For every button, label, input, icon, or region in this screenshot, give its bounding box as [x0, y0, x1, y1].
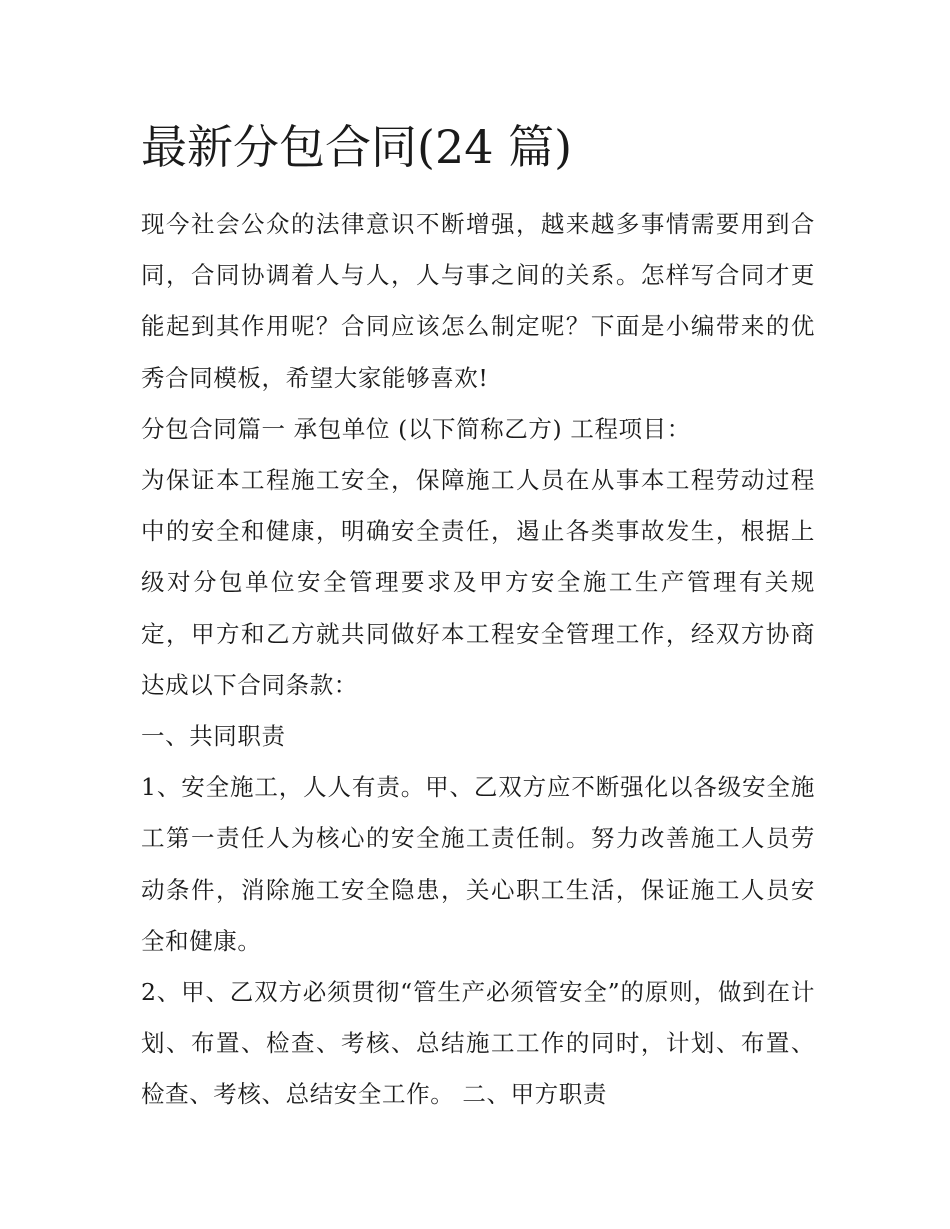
document-body — [141, 116, 815, 1121]
clause-2-paragraph: 2、甲、乙双方必须贯彻“管生产必须管安全”的原则，做到在计划、布置、检查、考核、总结施工工作的同时，计划、布置、检查、考核、总结安全工作。 二、甲方职责 — [141, 978, 815, 1109]
title-spacer — [141, 178, 815, 199]
clause-1-paragraph: 1、安全施工，人人有责。甲、乙双方应不断强化以各级安全施工第一责任人为核心的安全施工责任制。努力改善施工人员劳动条件，消除施工安全隐患，关心职工生活，保证施工人员安全和健康。 — [141, 773, 815, 955]
section-heading-shared-duties: 一、共同职责 — [141, 722, 286, 751]
section-heading-contract-one: 分包合同篇一 承包单位 (以下简称乙方) 工程项目： — [141, 414, 691, 443]
document-title: 最新分包合同(24 篇) — [141, 120, 573, 174]
purpose-paragraph: 为保证本工程施工安全，保障施工人员在从事本工程劳动过程中的安全和健康，明确安全责任，遏止各类事故发生，根据上级对分包单位安全管理要求及甲方安全施工生产管理有关规定，甲方和乙方就共同做好本工程安全管理工作，经双方协商达成以下合同条款： — [141, 466, 815, 699]
intro-paragraph: 现今社会公众的法律意识不断增强，越来越多事情需要用到合同，合同协调着人与人，人与事之间的关系。怎样写合同才更能起到其作用呢？合同应该怎么制定呢？下面是小编带来的优秀合同模板，希望大家能够喜欢! — [141, 210, 815, 392]
